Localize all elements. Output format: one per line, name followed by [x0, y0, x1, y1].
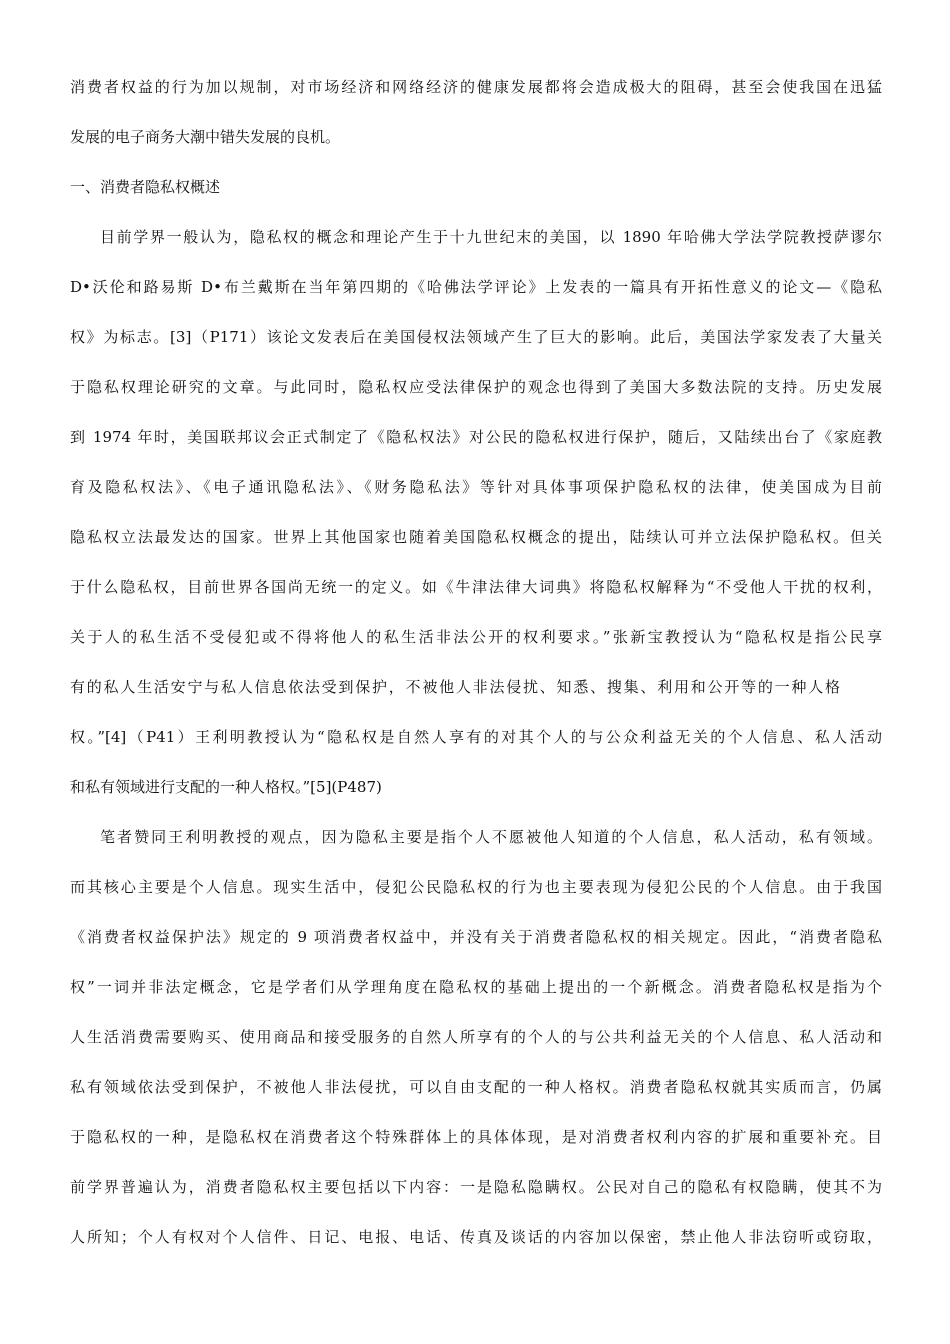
text-line: 于隐私权理论研究的文章。与此同时，隐私权应受法律保护的观念也得到了美国大多数法院的支持。历史发展	[70, 378, 882, 396]
text-line: 隐私权立法最发达的国家。世界上其他国家也随着美国隐私权概念的提出，陆续认可并立法保护隐私权。但关	[70, 528, 882, 546]
text-line: 人所知；个人有权对个人信件、日记、电报、电话、传真及谈话的内容加以保密，禁止他人非法窃听或窃取，	[70, 1228, 882, 1246]
text-line: D•沃伦和路易斯 D•布兰戴斯在当年第四期的《哈佛法学评论》上发表的一篇具有开拓性意义的论文—《隐私	[70, 278, 882, 296]
text-line: 而其核心主要是个人信息。现实生活中，侵犯公民隐私权的行为也主要表现为侵犯公民的个人信息。由于我国	[70, 878, 882, 896]
text-line: 消费者权益的行为加以规制，对市场经济和网络经济的健康发展都将会造成极大的阻碍，甚至会使我国在迅猛	[70, 78, 882, 96]
text-line: 人生活消费需要购买、使用商品和接受服务的自然人所享有的个人的与公共利益无关的个人信息、私人活动和	[70, 1028, 882, 1046]
text-line: 关于人的私生活不受侵犯或不得将他人的私生活非法公开的权利要求。”张新宝教授认为“隐私权是指公民享	[70, 628, 882, 646]
text-line: 私有领域依法受到保护，不被他人非法侵扰，可以自由支配的一种人格权。消费者隐私权就其实质而言，仍属	[70, 1078, 882, 1096]
text-line: 有的私人生活安宁与私人信息依法受到保护，不被他人非法侵扰、知悉、搜集、利用和公开等的一种人格	[70, 678, 840, 696]
text-line: 目前学界一般认为，隐私权的概念和理论产生于十九世纪末的美国，以 1890 年哈佛大学法学院教授萨谬尔	[100, 228, 882, 246]
text-line: 和私有领域进行支配的一种人格权。”[5](P487)	[70, 778, 382, 796]
text-line: 权。”[4]（P41）王利明教授认为“隐私权是自然人享有的对其个人的与公众利益无关的个人信息、私人活动	[70, 728, 882, 746]
text-line: 到 1974 年时，美国联邦议会正式制定了《隐私权法》对公民的隐私权进行保护，随后，又陆续出台了《家庭教	[70, 428, 882, 446]
text-line: 育及隐私权法》、《电子通讯隐私法》、《财务隐私法》等针对具体事项保护隐私权的法律，使美国成为目前	[70, 478, 882, 496]
text-line: 于什么隐私权，目前世界各国尚无统一的定义。如《牛津法律大词典》将隐私权解释为“不受他人干扰的权利，	[70, 578, 882, 596]
text-line: 《消费者权益保护法》规定的 9 项消费者权益中，并没有关于消费者隐私权的相关规定。因此，“消费者隐私	[70, 928, 882, 946]
text-line: 权》为标志。[3]（P171）该论文发表后在美国侵权法领域产生了巨大的影响。此后，美国法学家发表了大量关	[70, 328, 882, 346]
text-line: 权”一词并非法定概念，它是学者们从学理角度在隐私权的基础上提出的一个新概念。消费者隐私权是指为个	[70, 978, 882, 996]
text-line: 笔者赞同王利明教授的观点，因为隐私主要是指个人不愿被他人知道的个人信息，私人活动，私有领域。	[100, 828, 882, 846]
text-line: 发展的电子商务大潮中错失发展的良机。	[70, 128, 341, 146]
text-line: 前学界普遍认为，消费者隐私权主要包括以下内容：一是隐私隐瞒权。公民对自己的隐私有权隐瞒，使其不为	[70, 1178, 882, 1196]
text-line: 于隐私权的一种，是隐私权在消费者这个特殊群体上的具体体现，是对消费者权利内容的扩展和重要补充。目	[70, 1128, 882, 1146]
section-heading: 一、消费者隐私权概述	[70, 178, 221, 196]
